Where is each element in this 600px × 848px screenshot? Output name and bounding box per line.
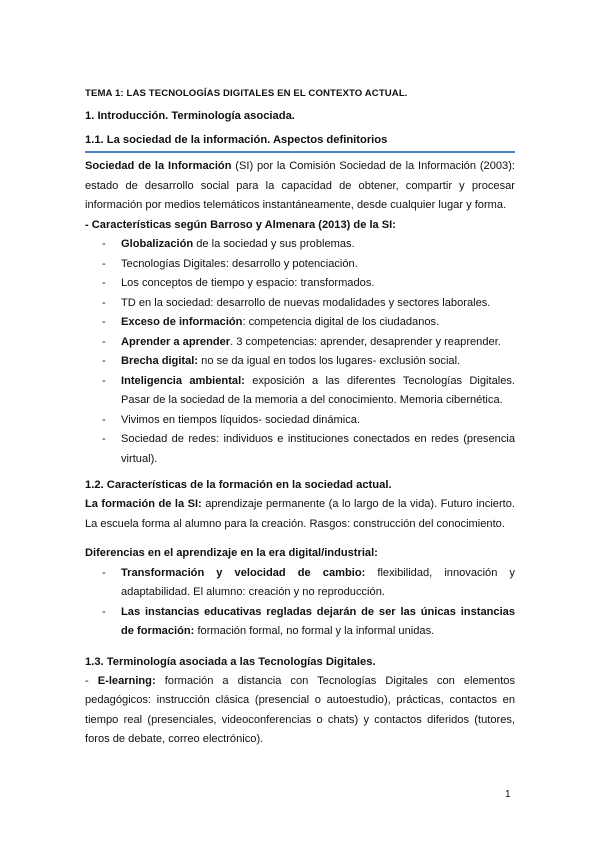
section-heading-1: 1. Introducción. Terminología asociada. (85, 110, 295, 122)
list-item: - Transformación y velocidad de cambio: flexibilidad, innovación y adaptabilidad. El alumno: creación y no reproducción. (102, 566, 515, 598)
diferencias-list (85, 564, 515, 642)
document-page (85, 80, 515, 750)
formacion-paragraph: La formación de la SI: aprendizaje permanente (a lo largo de la vida). Futuro incierto. La escuela forma al alumno para la creación. Rasgos: construcción del conocimiento. (85, 498, 515, 530)
list-item: - Los conceptos de tiempo y espacio: transformados. (102, 277, 375, 289)
section-heading-1-3: 1.3. Terminología asociada a las Tecnologías Digitales. (85, 655, 376, 668)
list-item: - Inteligencia ambiental: exposición a las diferentes Tecnologías Digitales. Pasar de la sociedad de la memoria a del conocimiento. Memoria cibernética. (102, 374, 516, 406)
list-item: - Globalización de la sociedad y sus problemas. (102, 238, 355, 250)
si-definition-term: Sociedad de la Información (85, 160, 232, 172)
list-item: - Brecha digital: no se da igual en todos los lugares- exclusión social. (102, 355, 461, 367)
list-item: - Aprender a aprender. 3 competencias: aprender, desaprender y reaprender. (102, 335, 501, 348)
list-item: - Vivimos en tiempos líquidos- sociedad dinámica. (102, 413, 361, 426)
list-item: - Sociedad de redes: individuos e instituciones conectados en redes (presencia virtual). (102, 433, 515, 465)
si-definition-text: (SI) por la Comisión Sociedad de la Información (2003): estado de desarrollo social para la capacidad de obtener, compartir y procesar información por medios telemáticos instantáneamente, desde cualquier lugar y forma. (85, 160, 515, 211)
list-item: - TD en la sociedad: desarrollo de nuevas modalidades y sectores laborales. (102, 296, 491, 309)
list-item: - Tecnologías Digitales: desarrollo y potenciación. (102, 257, 358, 270)
si-features-heading: - Características según Barroso y Almenara (2013) de la SI: (85, 218, 396, 231)
si-definition-paragraph (85, 157, 515, 216)
section-heading-1-2: 1.2. Características de la formación en la sociedad actual. (85, 479, 392, 491)
list-item: - Las instancias educativas regladas dejarán de ser las únicas instancias de formación: formación formal, no formal y la informal unidas. (102, 605, 515, 637)
list-item: - Exceso de información: competencia digital de los ciudadanos. (102, 316, 440, 328)
elearning-paragraph: - E-learning: formación a distancia con Tecnologías Digitales con elementos pedagógicos: instrucción clásica (presencial o autoestudio), prácticas, contactos en tiempo real (presenciales, videoconferencias o chats) y contactos diferidos (tutores, foros de debate, correo electrónico). (85, 674, 515, 745)
section-heading-1-1: 1.1. La sociedad de la información. Aspectos definitorios (85, 134, 515, 153)
document-title: TEMA 1: LAS TECNOLOGÍAS DIGITALES EN EL CONTEXTO ACTUAL. (85, 88, 408, 99)
si-features-list (85, 235, 515, 469)
page-number: 1 (505, 789, 511, 800)
diferencias-heading: Diferencias en el aprendizaje en la era digital/industrial: (85, 547, 378, 559)
